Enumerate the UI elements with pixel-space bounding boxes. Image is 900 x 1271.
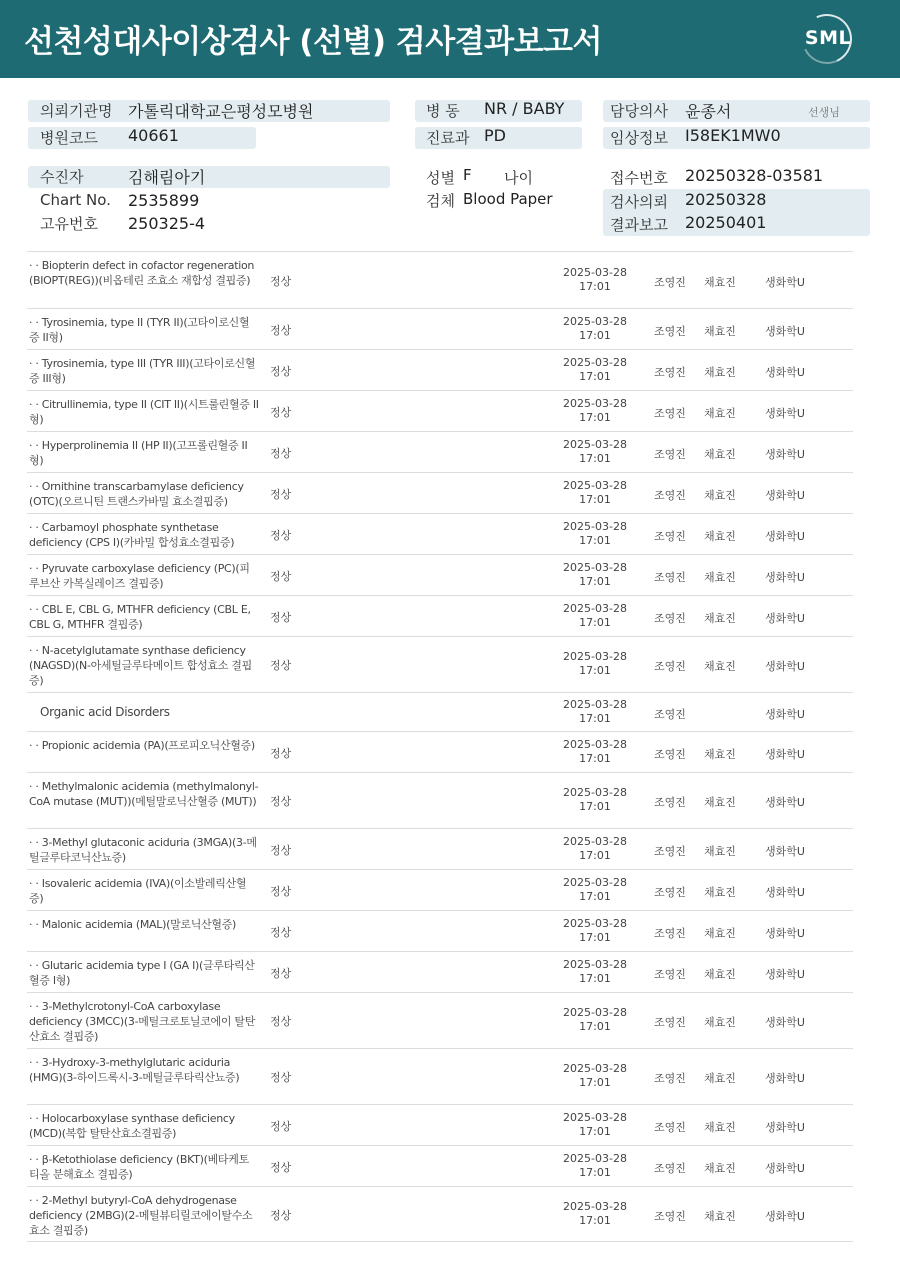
- specimen-value: Blood Paper: [463, 190, 553, 208]
- test-datetime: [560, 1200, 630, 1228]
- clinical-label: 임상정보: [610, 129, 668, 147]
- clinical-value: I58EK1MW0: [685, 126, 781, 145]
- test-datetime: [560, 786, 630, 814]
- doctor-label: 담당의사: [610, 102, 668, 120]
- test-date: 2025-03-28: [563, 1152, 627, 1165]
- test-name: · · β-Ketothiolase deficiency (BKT)(베타케토티올 분해효소 결핍증): [29, 1153, 249, 1181]
- test-time: 17:01: [579, 1125, 611, 1138]
- logo-text: SML: [804, 27, 852, 49]
- test-name: · · Propionic acidemia (PA)(프로피오닉산혈증): [29, 739, 255, 752]
- test-time: 17:01: [579, 1020, 611, 1033]
- department: 생화학U: [765, 366, 805, 379]
- patient-name: 김해림아기: [128, 168, 206, 187]
- performer: 조영진: [654, 1210, 686, 1223]
- performer: 조영진: [654, 325, 686, 338]
- department: 생화학U: [765, 927, 805, 940]
- performer: 조영진: [654, 845, 686, 858]
- test-date: 2025-03-28: [563, 698, 627, 711]
- test-name: · · Glutaric acidemia type I (GA I)(글루타릭산혈증 I형): [29, 959, 255, 987]
- test-name: · · Holocarboxylase synthase deficiency (MCD)(복합 탈탄산효소결핍증): [29, 1112, 235, 1140]
- test-date: 2025-03-28: [563, 1006, 627, 1019]
- chart-value: 2535899: [128, 191, 200, 210]
- test-name: · · 3-Methylcrotonyl-CoA carboxylase deficiency (3MCC)(3-메틸크로토닐코에이 탈탄산효소 결핍증): [29, 1000, 256, 1043]
- test-datetime: [560, 520, 630, 548]
- test-date: 2025-03-28: [563, 438, 627, 451]
- test-result: 정상: [270, 447, 292, 460]
- reviewer: 채효진: [704, 845, 736, 858]
- test-date: 2025-03-28: [563, 650, 627, 663]
- table-row: [27, 554, 853, 595]
- performer: 조영진: [654, 748, 686, 761]
- reviewer: 채효진: [704, 571, 736, 584]
- request-label: 검사의뢰: [610, 193, 668, 211]
- test-result: 정상: [270, 926, 292, 939]
- performer: 조영진: [654, 886, 686, 899]
- department: 생화학U: [765, 660, 805, 673]
- reviewer: 채효진: [704, 612, 736, 625]
- test-date: 2025-03-28: [563, 397, 627, 410]
- department: 생화학U: [765, 796, 805, 809]
- test-result: 정상: [270, 1015, 292, 1028]
- reviewer: 채효진: [704, 1072, 736, 1085]
- reviewer: 채효진: [704, 1016, 736, 1029]
- reviewer: 채효진: [704, 660, 736, 673]
- department: 생화학U: [765, 1162, 805, 1175]
- test-time: 17:01: [579, 534, 611, 547]
- department: 생화학U: [765, 708, 805, 721]
- performer: 조영진: [654, 1072, 686, 1085]
- department: 생화학U: [765, 1121, 805, 1134]
- test-datetime: [560, 356, 630, 384]
- performer: 조영진: [654, 1162, 686, 1175]
- test-time: 17:01: [579, 370, 611, 383]
- test-name: · · Pyruvate carboxylase deficiency (PC)(피루브산 카복실레이즈 결핍증): [29, 562, 250, 590]
- performer: 조영진: [654, 708, 686, 721]
- table-row: [27, 910, 853, 951]
- test-time: 17:01: [579, 280, 611, 293]
- test-datetime: [560, 266, 630, 294]
- department: 생화학U: [765, 489, 805, 502]
- test-date: 2025-03-28: [563, 1062, 627, 1075]
- test-date: 2025-03-28: [563, 786, 627, 799]
- test-name: · · 3-Methyl glutaconic aciduria (3MGA)(3-메틸글루타코닉산뇨증): [29, 836, 257, 864]
- reviewer: 채효진: [704, 1162, 736, 1175]
- test-name: · · 2-Methyl butyryl-CoA dehydrogenase deficiency (2MBG)(2-메틸뷰티릴코에이탈수소효소 결핍증): [29, 1194, 253, 1237]
- performer: 조영진: [654, 796, 686, 809]
- receipt-value: 20250328-03581: [685, 166, 824, 185]
- table-row: [27, 431, 853, 472]
- table-row: [27, 308, 853, 349]
- test-result: 정상: [270, 275, 292, 288]
- results-table: [27, 251, 853, 1242]
- department: 생화학U: [765, 1016, 805, 1029]
- reviewer: 채효진: [704, 489, 736, 502]
- table-row: [27, 1186, 853, 1242]
- performer: 조영진: [654, 489, 686, 502]
- table-row: [27, 595, 853, 636]
- test-time: 17:01: [579, 329, 611, 342]
- department: 생화학U: [765, 845, 805, 858]
- test-date: 2025-03-28: [563, 602, 627, 615]
- test-time: 17:01: [579, 493, 611, 506]
- test-result: 정상: [270, 844, 292, 857]
- test-time: 17:01: [579, 1214, 611, 1227]
- performer: 조영진: [654, 276, 686, 289]
- receipt-label: 접수번호: [610, 169, 668, 187]
- test-time: 17:01: [579, 575, 611, 588]
- test-time: 17:01: [579, 664, 611, 677]
- unique-label: 고유번호: [40, 215, 98, 233]
- reviewer: 채효진: [704, 1210, 736, 1223]
- test-result: 정상: [270, 570, 292, 583]
- test-result: 정상: [270, 1120, 292, 1133]
- test-date: 2025-03-28: [563, 738, 627, 751]
- table-row: [27, 772, 853, 828]
- test-result: 정상: [270, 1071, 292, 1084]
- test-name: · · Malonic acidemia (MAL)(말로닉산혈증): [29, 918, 237, 931]
- doctor-value: 윤종서: [685, 102, 732, 121]
- test-name: · · Tyrosinemia, type III (TYR III)(고타이로신혈증 III형): [29, 357, 256, 385]
- test-name: · · Ornithine transcarbamylase deficiency (OTC)(오르니틴 트랜스카바밀 효소결핍증): [29, 480, 244, 508]
- sex-value: F: [463, 166, 472, 184]
- department: 생화학U: [765, 530, 805, 543]
- test-datetime: [560, 738, 630, 766]
- performer: 조영진: [654, 448, 686, 461]
- test-result: 정상: [270, 885, 292, 898]
- report-header: [0, 0, 900, 78]
- test-name: · · Biopterin defect in cofactor regeneration (BIOPT(REG))(비옵테린 조효소 재합성 결핍증): [29, 259, 255, 287]
- reviewer: 채효진: [704, 530, 736, 543]
- ward-label: 병 동: [426, 102, 460, 120]
- institution-label: 의뢰기관명: [40, 102, 113, 120]
- test-datetime: [560, 876, 630, 904]
- test-datetime: [560, 315, 630, 343]
- test-datetime: [560, 958, 630, 986]
- test-time: 17:01: [579, 1076, 611, 1089]
- test-name: · · Tyrosinemia, type II (TYR II)(고타이로신혈증 II형): [29, 316, 250, 344]
- performer: 조영진: [654, 1016, 686, 1029]
- test-result: 정상: [270, 365, 292, 378]
- performer: 조영진: [654, 1121, 686, 1134]
- department: 생화학U: [765, 276, 805, 289]
- institution-value: 가톨릭대학교은평성모병원: [128, 102, 314, 121]
- table-row: [27, 636, 853, 692]
- test-result: 정상: [270, 1209, 292, 1222]
- table-row: [27, 1048, 853, 1104]
- test-date: 2025-03-28: [563, 1200, 627, 1213]
- reviewer: 채효진: [704, 448, 736, 461]
- reviewer: 채효진: [704, 407, 736, 420]
- test-result: 정상: [270, 747, 292, 760]
- unique-value: 250325-4: [128, 214, 206, 233]
- request-value: 20250328: [685, 190, 767, 209]
- test-time: 17:01: [579, 1166, 611, 1179]
- chart-label: Chart No.: [40, 191, 111, 209]
- test-date: 2025-03-28: [563, 1111, 627, 1124]
- test-date: 2025-03-28: [563, 356, 627, 369]
- table-row: [27, 692, 853, 731]
- test-time: 17:01: [579, 890, 611, 903]
- test-date: 2025-03-28: [563, 315, 627, 328]
- department: 생화학U: [765, 1210, 805, 1223]
- report-value: 20250401: [685, 213, 767, 232]
- table-row: [27, 1145, 853, 1186]
- sml-logo: [798, 10, 858, 68]
- test-time: 17:01: [579, 849, 611, 862]
- report-title: 선천성대사이상검사 (선별) 검사결과보고서: [24, 24, 602, 60]
- table-row: [27, 349, 853, 390]
- test-result: 정상: [270, 611, 292, 624]
- ward-value: NR / BABY: [484, 99, 565, 118]
- reviewer: 채효진: [704, 276, 736, 289]
- reviewer: 채효진: [704, 325, 736, 338]
- department: 생화학U: [765, 748, 805, 761]
- department: 생화학U: [765, 325, 805, 338]
- test-name: · · Carbamoyl phosphate synthetase deficiency (CPS I)(카바밀 합성효소결핍증): [29, 521, 235, 549]
- test-time: 17:01: [579, 800, 611, 813]
- test-time: 17:01: [579, 972, 611, 985]
- test-date: 2025-03-28: [563, 479, 627, 492]
- report-label: 결과보고: [610, 216, 668, 234]
- test-result: 정상: [270, 406, 292, 419]
- test-datetime: [560, 1152, 630, 1180]
- test-datetime: [560, 835, 630, 863]
- reviewer: 채효진: [704, 366, 736, 379]
- test-date: 2025-03-28: [563, 876, 627, 889]
- performer: 조영진: [654, 927, 686, 940]
- test-result: 정상: [270, 659, 292, 672]
- test-datetime: [560, 479, 630, 507]
- dept-label: 진료과: [426, 129, 470, 147]
- table-row: [27, 951, 853, 992]
- test-result: 정상: [270, 488, 292, 501]
- test-datetime: [560, 602, 630, 630]
- test-result: 정상: [270, 967, 292, 980]
- table-row: [27, 390, 853, 431]
- age-label: 나이: [504, 169, 533, 187]
- department: 생화학U: [765, 612, 805, 625]
- test-date: 2025-03-28: [563, 835, 627, 848]
- test-datetime: [560, 397, 630, 425]
- performer: 조영진: [654, 660, 686, 673]
- sex-label: 성별: [426, 169, 455, 187]
- test-time: 17:01: [579, 616, 611, 629]
- patient-label: 수진자: [40, 168, 84, 186]
- test-date: 2025-03-28: [563, 266, 627, 279]
- hospital-code-value: 40661: [128, 126, 179, 145]
- department: 생화학U: [765, 1072, 805, 1085]
- performer: 조영진: [654, 612, 686, 625]
- test-name: · · Citrullinemia, type II (CIT II)(시트룰린혈증 II형): [29, 398, 259, 426]
- test-datetime: [560, 650, 630, 678]
- table-row: [27, 731, 853, 772]
- test-date: 2025-03-28: [563, 520, 627, 533]
- test-date: 2025-03-28: [563, 917, 627, 930]
- test-time: 17:01: [579, 931, 611, 944]
- reviewer: 채효진: [704, 796, 736, 809]
- test-date: 2025-03-28: [563, 958, 627, 971]
- test-name: · · 3-Hydroxy-3-methylglutaric aciduria (HMG)(3-하이드록시-3-메틸글루타릭산뇨증): [29, 1056, 240, 1084]
- table-row: [27, 869, 853, 910]
- test-time: 17:01: [579, 452, 611, 465]
- table-row: [27, 1104, 853, 1145]
- performer: 조영진: [654, 968, 686, 981]
- table-row: [27, 992, 853, 1048]
- performer: 조영진: [654, 366, 686, 379]
- test-datetime: [560, 1111, 630, 1139]
- department: 생화학U: [765, 886, 805, 899]
- test-datetime: [560, 1006, 630, 1034]
- reviewer: 채효진: [704, 748, 736, 761]
- test-datetime: [560, 698, 630, 726]
- table-row: [27, 251, 853, 308]
- table-row: [27, 472, 853, 513]
- reviewer: 채효진: [704, 927, 736, 940]
- test-time: 17:01: [579, 752, 611, 765]
- test-name: · · Hyperprolinemia II (HP II)(고프롤린혈증 II형): [29, 439, 248, 467]
- department: 생화학U: [765, 571, 805, 584]
- test-datetime: [560, 1062, 630, 1090]
- test-datetime: [560, 561, 630, 589]
- performer: 조영진: [654, 571, 686, 584]
- test-result: 정상: [270, 795, 292, 808]
- test-date: 2025-03-28: [563, 561, 627, 574]
- dept-value: PD: [484, 126, 506, 145]
- doctor-suffix: 선생님: [808, 106, 840, 119]
- test-name: · · CBL E, CBL G, MTHFR deficiency (CBL E, CBL G, MTHFR 결핍증): [29, 603, 251, 631]
- test-time: 17:01: [579, 411, 611, 424]
- test-name: Organic acid Disorders: [40, 705, 170, 719]
- specimen-label: 검체: [426, 192, 455, 210]
- table-row: [27, 513, 853, 554]
- table-row: [27, 828, 853, 869]
- reviewer: 채효진: [704, 968, 736, 981]
- department: 생화학U: [765, 448, 805, 461]
- department: 생화학U: [765, 407, 805, 420]
- test-name: · · Isovaleric acidemia (IVA)(이소발레릭산혈증): [29, 877, 247, 905]
- test-datetime: [560, 438, 630, 466]
- test-result: 정상: [270, 529, 292, 542]
- reviewer: 채효진: [704, 1121, 736, 1134]
- test-datetime: [560, 917, 630, 945]
- test-name: · · N-acetylglutamate synthase deficiency (NAGSD)(N-아세틸글루타메이트 합성효소 결핍증): [29, 644, 252, 687]
- test-time: 17:01: [579, 712, 611, 725]
- performer: 조영진: [654, 530, 686, 543]
- test-name: · · Methylmalonic acidemia (methylmalonyl-CoA mutase (MUT))(메틸말로닉산혈증 (MUT)): [29, 780, 259, 808]
- test-result: 정상: [270, 324, 292, 337]
- department: 생화학U: [765, 968, 805, 981]
- performer: 조영진: [654, 407, 686, 420]
- reviewer: 채효진: [704, 886, 736, 899]
- test-result: 정상: [270, 1161, 292, 1174]
- hospital-code-label: 병원코드: [40, 129, 98, 147]
